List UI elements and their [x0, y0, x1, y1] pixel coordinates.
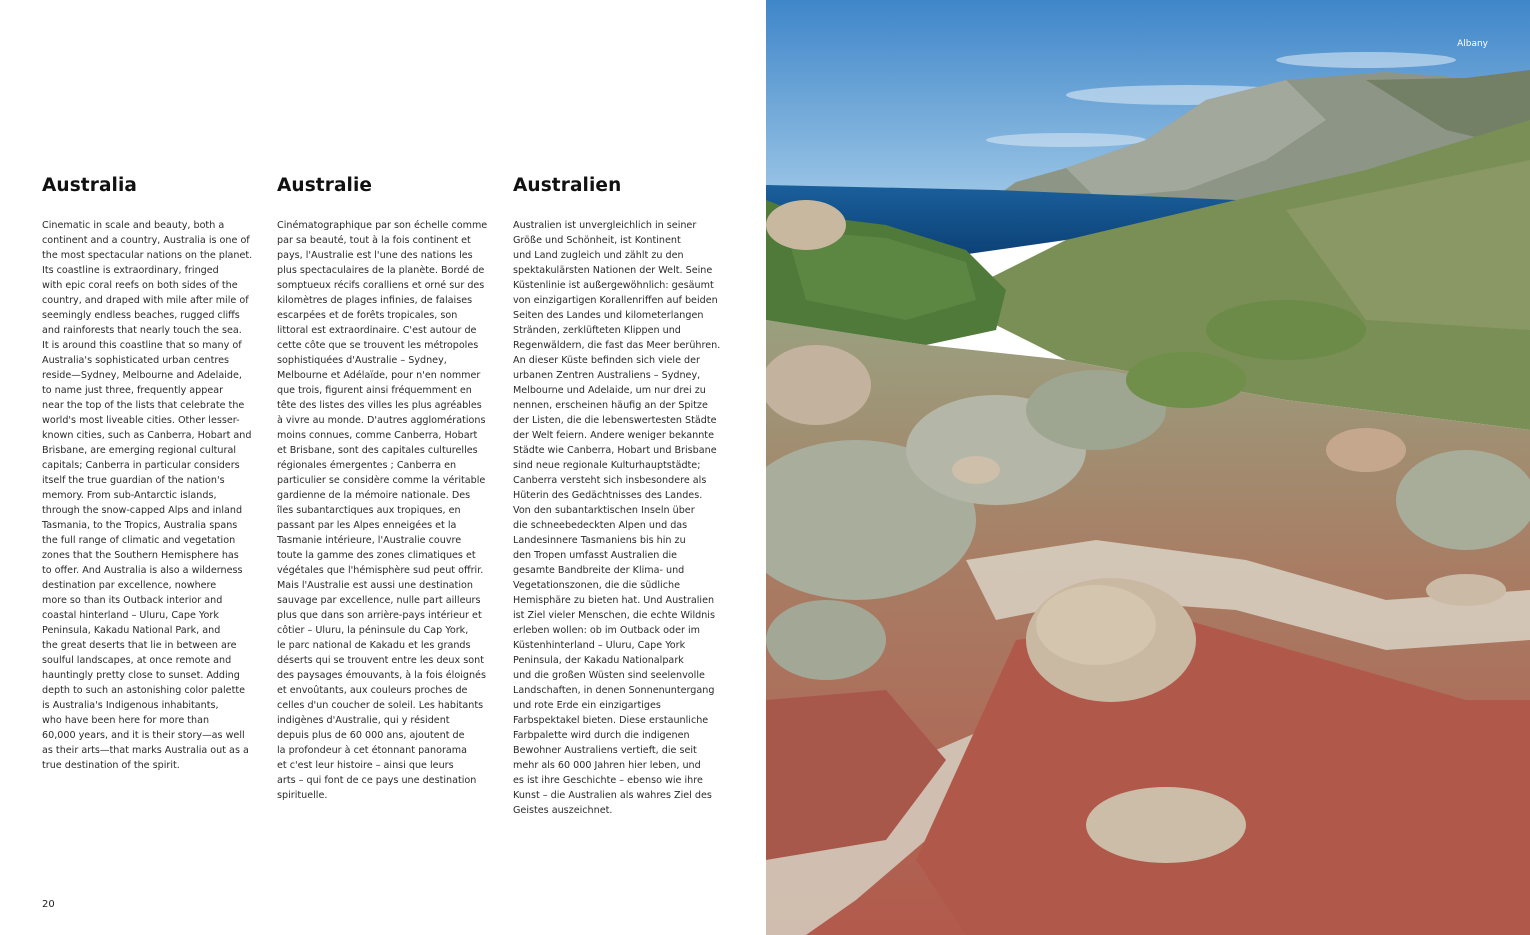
column-title: Australien: [513, 175, 622, 196]
column-french: [277, 174, 499, 803]
page-number: 20: [42, 899, 55, 910]
column-title: Australia: [42, 175, 138, 196]
landscape-photo: [766, 0, 1530, 935]
column-german: [513, 174, 735, 818]
column-title: Australie: [277, 175, 373, 196]
column-english: [42, 174, 264, 773]
column-body: Australien ist unvergleichlich in seiner Größe und Schönheit, ist Kontinent und Land zugleich und zählt zu den spektakulärsten Nationen der Welt. Seine Küstenlinie ist außergewöhnlich: gesäumt von einzigartigen Korallenriffen auf beiden Seiten des Landes und kilometerlangen Stränden, zerklüfteten Klippen und Regenwäldern, die fast das Meer berühren. An dieser Küste befinden sich viele der urbanen Zentren Australiens – Sydney, Melbourne und Adelaide, um nur drei zu nennen, erscheinen häufig an der Spitze der Listen, die die lebenswertesten Städte der Welt feiern. Andere weniger bekannte Städte wie Canberra, Hobart und Brisbane sind neue regionale Kulturhauptstädte; Canberra versteht sich insbesondere als Hüterin des Gedächtnisses des Landes. Von den subantarktischen Inseln über die schneebedeckten Alpen und das Landesinnere Tasmaniens bis hin zu den Tropen umfasst Australien die gesamte Bandbreite der Klima- und Vegetationszonen, die die südliche Hemisphäre zu bieten hat. Und Australien ist Ziel vieler Menschen, die echte Wildnis erleben wollen: ob im Outback oder im Küstenhinterland – Uluru, Cape York Peninsula, der Kakadu Nationalpark und die großen Wüsten sind seelenvolle Landschaften, in denen Sonnenuntergang und rote Erde ein einzigartiges Farbspektakel bieten. Diese erstaunliche Farbpalette wird durch die indigenen Bewohner Australiens vertieft, die seit mehr als 60 000 Jahren hier leben, und es ist ihre Geschichte – ebenso wie ihre Kunst – die Australien als wahres Ziel des Geistes auszeichnet.: [513, 220, 721, 816]
column-body: Cinématographique par son échelle comme par sa beauté, tout à la fois continent et pays, l'Australie est l'une des nations les plus spectaculaires de la planète. Bordé de somptueux récifs coralliens et orné sur des kilomètres de plages infinies, de falaises escarpées et de forêts tropicales, son littoral est extraordinaire. C'est autour de cette côte que se trouvent les métropoles sophistiquées d'Australie – Sydney, Melbourne et Adélaïde, pour n'en nommer que trois, figurent ainsi fréquemment en tête des listes des villes les plus agréables à vivre au monde. D'autres agglomérations moins connues, comme Canberra, Hobart et Brisbane, sont des capitales culturelles régionales émergentes ; Canberra en particulier se considère comme la véritable gardienne de la mémoire nationale. Des îles subantarctiques aux tropiques, en passant par les Alpes enneigées et la Tasmanie intérieure, l'Australie couvre toute la gamme des zones climatiques et végétales que l'hémisphère sud peut offrir. Mais l'Australie est aussi une destination sauvage par excellence, nulle part ailleurs plus que dans son arrière-pays intérieur et côtier – Uluru, la péninsule du Cap York, le parc national de Kakadu et les grands déserts qui se trouvent entre les deux sont des paysages émouvants, à la fois éloignés et envoûtants, aux couleurs proches de celles d'un coucher de soleil. Les habitants indigènes d'Australie, qui y résident depuis plus de 60 000 ans, ajoutent de la profondeur à cet étonnant panorama et c'est leur histoire – ainsi que leurs arts – qui font de ce pays une destination spirituelle.: [277, 220, 488, 801]
column-body: Cinematic in scale and beauty, both a continent and a country, Australia is one of the most spectacular nations on the planet. Its coastline is extraordinary, fringed with epic coral reefs on both sides of the country, and draped with mile after mile of seemingly endless beaches, rugged cliffs and rainforests that nearly touch the sea. It is around this coastline that so many of Australia's sophisticated urban centres reside—Sydney, Melbourne and Adelaide, to name just three, frequently appear near the top of the lists that celebrate the world's most liveable cities. Other lesser- known cities, such as Canberra, Hobart and Brisbane, are emerging regional cultural capitals; Canberra in particular considers itself the true guardian of the nation's memory. From sub-Antarctic islands, through the snow-capped Alps and inland Tasmania, to the Tropics, Australia spans the full range of climatic and vegetation zones that the Southern Hemisphere has to offer. And Australia is also a wilderness destination par excellence, nowhere more so than its Outback interior and coastal hinterland – Uluru, Cape York Peninsula, Kakadu National Park, and the great deserts that lie in between are soulful landscapes, at once remote and hauntingly pretty close to sunset. Adding depth to such an astonishing color palette is Australia's Indigenous inhabitants, who have been here for more than 60,000 years, and it is their story—as well as their arts—that marks Australia out as a true destination of the spirit.: [42, 220, 253, 771]
photo-caption: Albany: [1457, 39, 1488, 49]
